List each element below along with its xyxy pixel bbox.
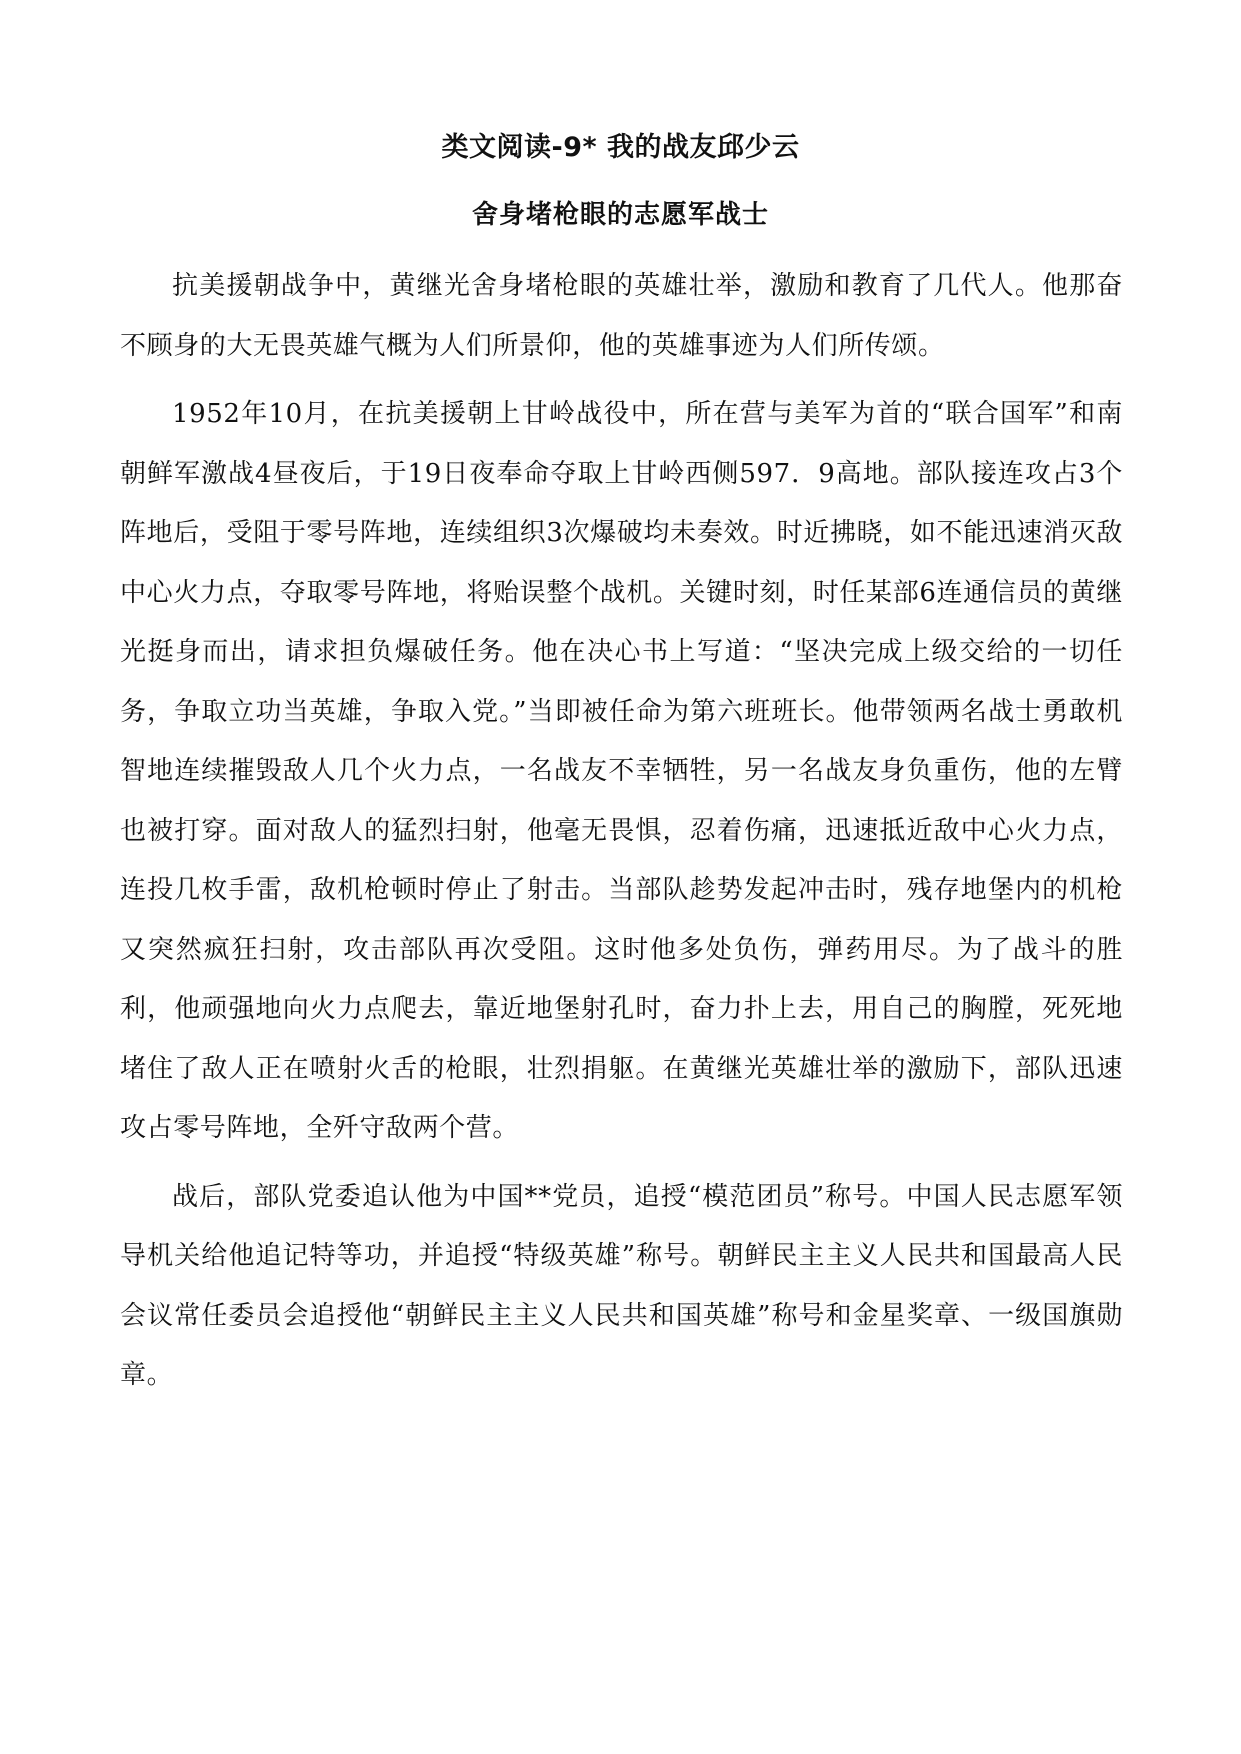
paragraph-battle: 1952年10月，在抗美援朝上甘岭战役中，所在营与美军为首的“联合国军”和南朝鲜军激战4昼夜后，于19日夜奉命夺取上甘岭西侧597．9高地。部队接连攻占3个阵地后，受阻于零号阵地，连续组织3次爆破均未奏效。时近拂晓，如不能迅速消灭敌中心火力点，夺取零号阵地，将贻误整个战机。关键时刻，时任某部6连通信员的黄继光挺身而出，请求担负爆破任务。他在决心书上写道：“坚决完成上级交给的一切任务，争取立功当英雄，争取入党。”当即被任命为第六班班长。他带领两名战士勇敢机智地连续摧毁敌人几个火力点，一名战友不幸牺牲，另一名战友身负重伤，他的左臂也被打穿。面对敌人的猛烈扫射，他毫无畏惧，忍着伤痛，迅速抵近敌中心火力点，连投几枚手雷，敌机枪顿时停止了射击。当部队趁势发起冲击时，残存地堡内的机枪又突然疯狂扫射，攻击部队再次受阻。这时他多处负伤，弹药用尽。为了战斗的胜利，他顽强地向火力点爬去，靠近地堡射孔时，奋力扑上去，用自己的胸膛，死死地堵住了敌人正在喷射火舌的枪眼，壮烈捐躯。在黄继光英雄壮举的激励下，部队迅速攻占零号阵地，全歼守敌两个营。 (120, 399, 1123, 1143)
document-body (120, 257, 1123, 1415)
document-title: 类文阅读-9* 我的战友邱少云 (441, 132, 800, 163)
paragraph-intro: 抗美援朝战争中，黄继光舍身堵枪眼的英雄壮举，激励和教育了几代人。他那奋不顾身的大无畏英雄气概为人们所景仰，他的英雄事迹为人们所传颂。 (120, 271, 1123, 361)
document-subtitle: 舍身堵枪眼的志愿军战士 (471, 200, 769, 230)
paragraph-honors: 战后，部队党委追认他为中国**党员，追授“模范团员”称号。中国人民志愿军领导机关给他追记特等功，并追授“特级英雄”称号。朝鲜民主主义人民共和国最高人民会议常任委员会追授他“朝鲜民主主义人民共和国英雄”称号和金星奖章、一级国旗勋章。 (120, 1181, 1123, 1390)
